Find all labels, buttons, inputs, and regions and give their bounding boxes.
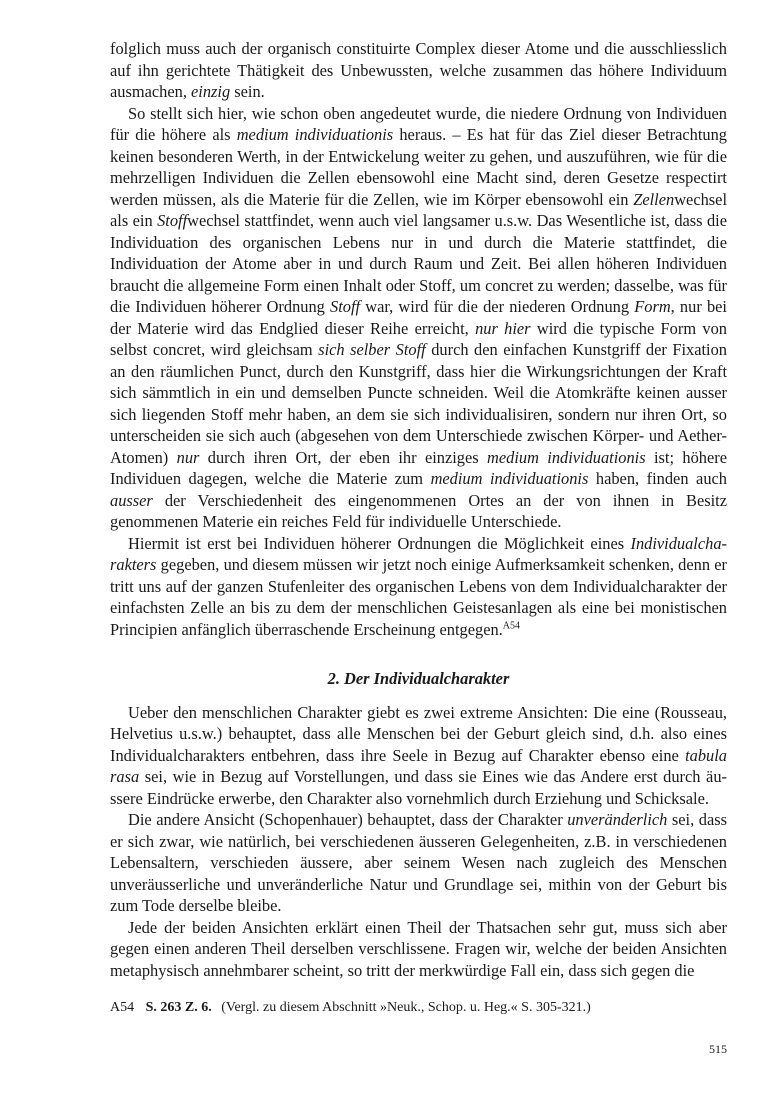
italic-text: medium individuationis bbox=[487, 447, 646, 467]
page-number: 515 bbox=[709, 1042, 727, 1056]
paragraph bbox=[110, 917, 727, 982]
italic-text: medium individuationis bbox=[430, 469, 589, 488]
page-body bbox=[110, 38, 727, 981]
footnote-reference: A54 bbox=[502, 620, 521, 632]
text-run: ist; höhere Individuen dagegen, welche die Materie zum bbox=[110, 447, 727, 488]
text-run: sei, wie in Bezug auf Vorstellungen, und dass sie Eines wie das Andere erst durch äussere Eindrücke erwerbe, den Charakter also vornehmlich durch Erziehung und Schicksale. bbox=[110, 767, 727, 808]
italic-text: tabula rasa bbox=[110, 745, 727, 786]
text-run: haben, finden auch bbox=[588, 469, 728, 488]
footnote-text: (Vergl. zu diesem Abschnitt »Neuk., Schop. u. Heg.« S. 305-321.) bbox=[221, 1000, 591, 1015]
italic-text: einzig bbox=[191, 82, 231, 101]
italic-text: sich selber Stoff bbox=[318, 340, 426, 359]
text-run: sei, dass er sich zwar, wie natürlich, bei verschiedenen äusseren Gelegenheiten, z.B. in verschiedenen Lebensaltern, verschieden äussere, aber seinem Wesen nach zugleich des Menschen unveräusserliche und unveränderliche Natur und Grundlage sei, mithin von der Geburt bis zum Tode derselbe bleibe. bbox=[110, 810, 727, 915]
text-run: sein. bbox=[230, 82, 265, 101]
text-run: wechsel stattfindet, wenn auch viel langsamer u.s.w. Das Wesentliche ist, dass die Individuation des organischen Lebens nur in und durch die Materie stattfindet, die Individuation der Atome aber in und durch Raum und Zeit. Bei allen höheren Individuen braucht die allgemeine Form einen Inhalt oder Stoff, um concret zu werden; dasselbe, was für die Individuen höherer Ordnung bbox=[110, 211, 727, 316]
section-body bbox=[110, 38, 727, 640]
text-run: durch den einfachen Kunstgriff der Fixation an den räumlichen Punct, durch den Kunstgriff, dass hier die Wirkungsrichtungen der Kraft sich sämmtlich in ein und demselben Puncte schneiden. Weil die Atomkräfte keinen ausser sich liegenden Stoff mehr haben, an dem sie sich individualisiren, sondern nur ihren Ort, so unterscheiden sie sich auch (abgesehen von dem Unterschiede zwischen Körper- und Aether-Atomen) bbox=[110, 340, 727, 467]
italic-text: Stoff bbox=[330, 297, 361, 316]
footnote-label: A54 bbox=[110, 1000, 135, 1015]
paragraph bbox=[110, 38, 727, 103]
italic-text: ausser bbox=[110, 490, 153, 510]
italic-text: nur bbox=[176, 447, 200, 467]
text-run: So stellt sich hier, wie schon oben angedeutet wurde, die niedere Ordnung von Individuen für die höhere als bbox=[110, 103, 727, 144]
italic-text: unveränderlich bbox=[567, 810, 668, 829]
footnote bbox=[110, 1000, 727, 1016]
text-run: war, wird für die der niederen Ordnung bbox=[360, 297, 635, 316]
section-body-2 bbox=[110, 702, 727, 982]
italic-text: Form bbox=[634, 297, 671, 316]
italic-text: medium individuationis bbox=[236, 125, 394, 144]
text-run: , nur bei der Materie wird das Endglied dieser Reihe erreicht, bbox=[110, 297, 727, 338]
paragraph bbox=[110, 702, 727, 810]
text-run: durch ihren Ort, der eben ihr einziges bbox=[199, 447, 488, 467]
text-run: wechsel als ein bbox=[110, 189, 727, 230]
text-run: Hiermit ist erst bei Individuen höherer Ordnungen die Möglichkeit eines bbox=[128, 533, 631, 553]
paragraph bbox=[110, 103, 727, 533]
italic-text: nur hier bbox=[475, 318, 531, 338]
text-run: gegeben, und diesem müssen wir jetzt noch einige Aufmerksamkeit schenken, denn er tritt uns auf der ganzen Stufenleiter des organischen Lebens von dem Individualcharakter der einfachsten Zelle an bis zu dem der menschlichen Geistesanlagen als eine bei monistischen Principien anfänglich überraschende Erscheinung entgegen. bbox=[110, 555, 727, 639]
text-run: der Verschiedenheit des eingenommenen Ortes an der von ihnen in Besitz genommenen Materie ein reiches Feld für individuelle Unterschiede. bbox=[110, 490, 727, 531]
italic-text: Stoff bbox=[157, 211, 188, 230]
paragraph bbox=[110, 533, 727, 641]
section-heading: 2. Der Individualcharakter bbox=[327, 669, 510, 688]
text-run: Die andere Ansicht (Schopenhauer) behauptet, dass der Charakter bbox=[128, 810, 568, 829]
text-run: heraus. – Es hat für das Ziel dieser Betrachtung keinen besonderen Werth, in der Entwickelung weiter zu gehen, und auszuführen, wie für die mehrzelligen Individuen die Zellen ebensowohl eine Macht sind, deren Gesetze respectirt werden müssen, als die Materie für die Zellen, wie im Körper ebensowohl ein bbox=[110, 125, 727, 209]
italic-text: Zellen bbox=[633, 189, 675, 209]
paragraph bbox=[110, 809, 727, 917]
footnote-location: S. 263 Z. 6. bbox=[145, 1000, 212, 1015]
italic-text: Individualcharakters bbox=[110, 533, 727, 574]
text-run: wird die typische Form von selbst concret, wird gleichsam bbox=[110, 318, 727, 359]
text-run: folglich muss auch der organisch constituirte Complex dieser Atome und die ausschliesslich auf ihn gerichtete Thätigkeit des Unbewussten, welche zusammen das höhere Individuum ausmachen, bbox=[110, 39, 727, 101]
text-run: Ueber den menschlichen Charakter giebt es zwei extreme Ansichten: Die eine (Rousseau, Helvetius u.s.w.) behauptet, dass alle Menschen bei der Geburt gleich sind, d.h. also eines Individualcharakters entbehren, dass ihre Seele in Bezug auf Charakter ebenso eine bbox=[110, 702, 727, 765]
text-run: Jede der beiden Ansichten erklärt einen Theil der Thatsachen sehr gut, muss sich aber gegen einen anderen Theil derselben verschlissene. Fragen wir, welche der beiden Ansichten metaphysisch annehmbarer scheint, so tritt der merkwürdige Fall ein, dass sich gegen die bbox=[110, 917, 727, 980]
